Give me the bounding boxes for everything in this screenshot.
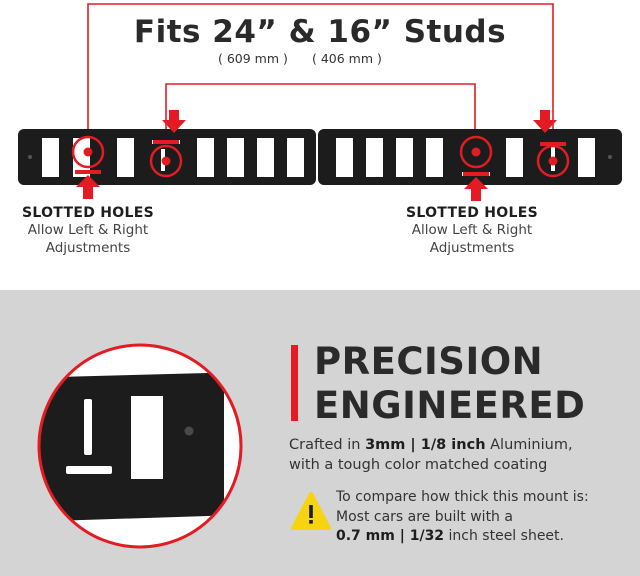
accent-bar bbox=[291, 345, 298, 421]
mounting-bracket bbox=[18, 129, 622, 185]
precision-heading-line2: ENGINEERED bbox=[314, 384, 586, 427]
crafted-text bbox=[289, 435, 573, 475]
crafted-thickness: 3mm | 1/8 inch bbox=[365, 437, 486, 453]
slotted-heading: SLOTTED HOLES bbox=[22, 205, 154, 221]
crafted-line2: with a tough color matched coating bbox=[289, 457, 548, 473]
compare-line2: Most cars are built with a bbox=[336, 508, 513, 525]
slot-marker bbox=[75, 170, 101, 174]
compare-text bbox=[336, 488, 589, 547]
slotted-holes-left bbox=[0, 205, 188, 257]
crafted-pre: Crafted in bbox=[289, 437, 366, 453]
slotted-desc-line1: Allow Left & Right bbox=[27, 222, 149, 238]
slot-marker bbox=[463, 172, 489, 176]
slotted-desc-line1: Allow Left & Right bbox=[411, 222, 533, 238]
size-16-label: ( 406 mm ) bbox=[312, 51, 382, 66]
slotted-heading: SLOTTED HOLES bbox=[406, 205, 538, 221]
size-24-label: ( 609 mm ) bbox=[218, 51, 288, 66]
compare-line3: inch steel sheet. bbox=[444, 528, 564, 544]
precision-heading-line1: PRECISION bbox=[314, 340, 544, 383]
slotted-desc-line2: Adjustments bbox=[429, 240, 515, 256]
page-title: Fits 24” & 16” Studs bbox=[133, 14, 507, 50]
slotted-desc-line2: Adjustments bbox=[45, 240, 131, 256]
slot-marker bbox=[153, 140, 179, 144]
slotted-holes-right bbox=[372, 205, 572, 257]
slot-marker bbox=[540, 142, 566, 146]
compare-line1: To compare how thick this mount is: bbox=[336, 489, 589, 505]
compare-thickness: 0.7 mm | 1/32 bbox=[336, 528, 445, 544]
crafted-post: Aluminium, bbox=[485, 437, 573, 453]
